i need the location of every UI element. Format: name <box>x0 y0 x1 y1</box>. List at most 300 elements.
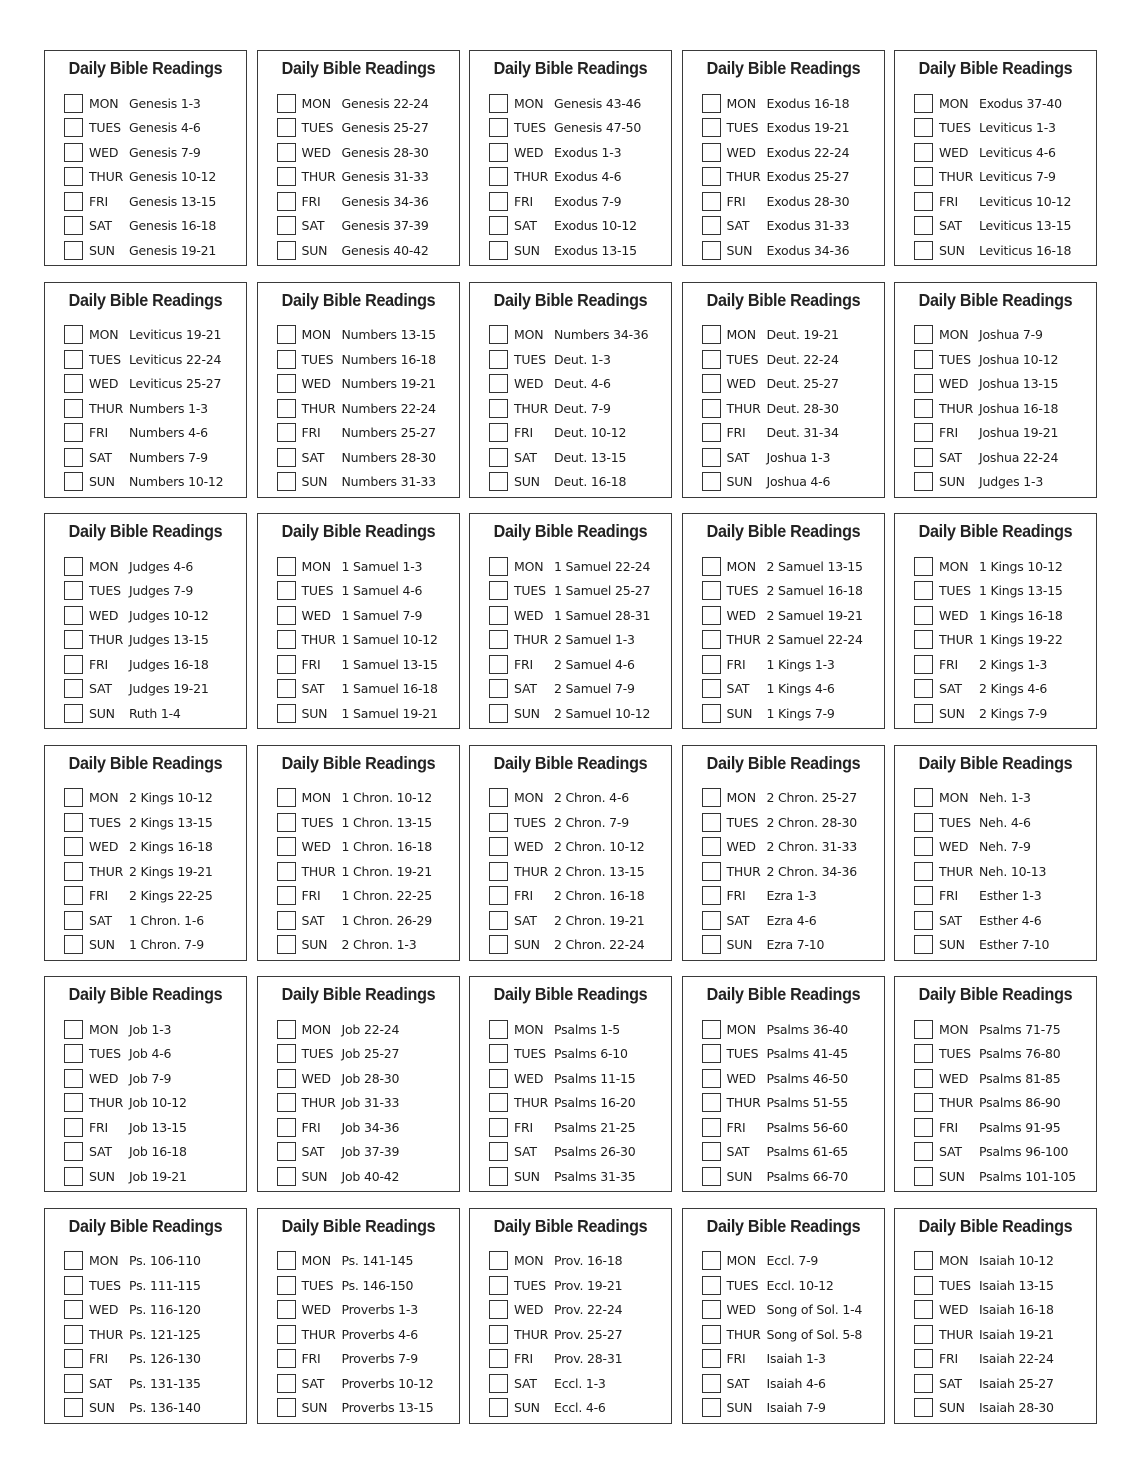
checkbox[interactable] <box>914 94 933 113</box>
checkbox[interactable] <box>914 143 933 162</box>
day-label: SUN <box>89 937 115 953</box>
checkbox[interactable] <box>914 837 933 856</box>
checkbox[interactable] <box>277 704 296 723</box>
checkbox[interactable] <box>277 1118 296 1137</box>
checkbox[interactable] <box>702 557 721 576</box>
checkbox[interactable] <box>277 911 296 930</box>
checkbox[interactable] <box>489 192 508 211</box>
reading-row <box>277 1042 459 1067</box>
checkbox[interactable] <box>64 911 83 930</box>
checkbox[interactable] <box>914 911 933 930</box>
checkbox[interactable] <box>914 216 933 235</box>
checkbox[interactable] <box>489 350 508 369</box>
checkbox[interactable] <box>64 935 83 954</box>
reading-row <box>489 214 671 239</box>
reading-passage: Esther 7-10 <box>979 937 1050 953</box>
checkbox[interactable] <box>277 94 296 113</box>
checkbox[interactable] <box>277 837 296 856</box>
day-label: TUES <box>726 1046 759 1062</box>
checkbox[interactable] <box>702 837 721 856</box>
checkbox[interactable] <box>914 472 933 491</box>
checkbox[interactable] <box>489 557 508 576</box>
checkbox[interactable] <box>489 167 508 186</box>
checkbox[interactable] <box>702 192 721 211</box>
checkbox[interactable] <box>702 216 721 235</box>
checkbox[interactable] <box>277 886 296 905</box>
checkbox[interactable] <box>702 94 721 113</box>
checkbox[interactable] <box>914 1020 933 1039</box>
reading-passage: Isaiah 25-27 <box>979 1375 1054 1391</box>
checkbox[interactable] <box>489 788 508 807</box>
checkbox[interactable] <box>914 399 933 418</box>
checkbox[interactable] <box>702 1069 721 1088</box>
reading-row <box>702 1396 884 1421</box>
checkbox[interactable] <box>702 704 721 723</box>
reading-row <box>489 628 671 653</box>
checkbox[interactable] <box>702 1044 721 1063</box>
checkbox[interactable] <box>489 630 508 649</box>
checkbox[interactable] <box>914 1251 933 1270</box>
checkbox[interactable] <box>64 1276 83 1295</box>
day-label: SUN <box>939 705 965 721</box>
reading-passage: Exodus 7-9 <box>554 193 622 209</box>
checkbox[interactable] <box>702 1142 721 1161</box>
reading-row <box>702 603 884 628</box>
checkbox[interactable] <box>489 448 508 467</box>
reading-passage: Prov. 22-24 <box>554 1302 623 1318</box>
day-label: SUN <box>89 1168 115 1184</box>
checkbox[interactable] <box>277 1142 296 1161</box>
day-label: TUES <box>514 1277 546 1293</box>
day-label: FRI <box>514 888 533 904</box>
checkbox[interactable] <box>702 1398 721 1417</box>
checkbox[interactable] <box>702 911 721 930</box>
day-label: SUN <box>301 1168 328 1184</box>
reading-row <box>64 1140 246 1165</box>
day-label: WED <box>301 607 331 623</box>
checkbox[interactable] <box>64 788 83 807</box>
checkbox[interactable] <box>914 557 933 576</box>
checkbox[interactable] <box>489 472 508 491</box>
reading-row <box>489 786 671 811</box>
checkbox[interactable] <box>702 448 721 467</box>
checkbox[interactable] <box>702 143 721 162</box>
checkbox[interactable] <box>64 1020 83 1039</box>
checkbox[interactable] <box>277 1374 296 1393</box>
checkbox[interactable] <box>489 1093 508 1112</box>
checkbox[interactable] <box>702 167 721 186</box>
checkbox[interactable] <box>702 423 721 442</box>
checkbox[interactable] <box>489 886 508 905</box>
reading-card <box>469 50 672 266</box>
reading-passage: Deut. 19-21 <box>766 327 839 343</box>
checkbox[interactable] <box>277 655 296 674</box>
checkbox[interactable] <box>914 1142 933 1161</box>
checkbox[interactable] <box>64 1093 83 1112</box>
reading-row <box>489 1396 671 1421</box>
day-label: SAT <box>939 1144 962 1160</box>
reading-passage: Eccl. 1-3 <box>554 1375 606 1391</box>
checkbox[interactable] <box>64 1251 83 1270</box>
checkbox[interactable] <box>914 1325 933 1344</box>
reading-passage: Song of Sol. 5-8 <box>766 1326 863 1342</box>
checkbox[interactable] <box>277 630 296 649</box>
checkbox[interactable] <box>914 118 933 137</box>
checkbox[interactable] <box>277 862 296 881</box>
checkbox[interactable] <box>914 423 933 442</box>
checkbox[interactable] <box>489 1167 508 1186</box>
reading-row <box>914 884 1096 909</box>
checkbox[interactable] <box>489 216 508 235</box>
reading-row <box>489 554 671 579</box>
checkbox[interactable] <box>489 1069 508 1088</box>
checkbox[interactable] <box>914 1093 933 1112</box>
reading-row <box>489 1066 671 1091</box>
checkbox[interactable] <box>489 837 508 856</box>
checkbox[interactable] <box>489 1251 508 1270</box>
checkbox[interactable] <box>277 813 296 832</box>
checkbox[interactable] <box>489 911 508 930</box>
checkbox[interactable] <box>702 630 721 649</box>
checkbox[interactable] <box>914 679 933 698</box>
checkbox[interactable] <box>277 216 296 235</box>
checkbox[interactable] <box>64 216 83 235</box>
checkbox[interactable] <box>277 118 296 137</box>
checkbox[interactable] <box>702 118 721 137</box>
checkbox[interactable] <box>702 1118 721 1137</box>
checkbox[interactable] <box>277 1325 296 1344</box>
reading-list <box>683 1241 884 1421</box>
reading-card <box>44 976 247 1192</box>
reading-passage: Deut. 7-9 <box>554 400 611 416</box>
checkbox[interactable] <box>914 886 933 905</box>
checkbox[interactable] <box>64 862 83 881</box>
checkbox[interactable] <box>489 606 508 625</box>
checkbox[interactable] <box>914 1118 933 1137</box>
checkbox[interactable] <box>489 1276 508 1295</box>
checkbox[interactable] <box>64 143 83 162</box>
checkbox[interactable] <box>277 1276 296 1295</box>
reading-passage: Prov. 16-18 <box>554 1253 623 1269</box>
reading-card <box>682 282 885 498</box>
checkbox[interactable] <box>64 423 83 442</box>
reading-row <box>64 91 246 116</box>
day-label: WED <box>726 607 756 623</box>
reading-passage: Genesis 25-27 <box>341 120 429 136</box>
reading-row <box>702 652 884 677</box>
checkbox[interactable] <box>64 399 83 418</box>
checkbox[interactable] <box>914 448 933 467</box>
reading-row <box>64 835 246 860</box>
reading-card <box>894 282 1097 498</box>
reading-row <box>277 933 459 958</box>
checkbox[interactable] <box>489 704 508 723</box>
checkbox[interactable] <box>64 325 83 344</box>
checkbox[interactable] <box>489 399 508 418</box>
checkbox[interactable] <box>64 1167 83 1186</box>
reading-plan-sheet <box>44 50 1097 1424</box>
checkbox[interactable] <box>64 94 83 113</box>
checkbox[interactable] <box>277 679 296 698</box>
checkbox[interactable] <box>702 655 721 674</box>
checkbox[interactable] <box>914 192 933 211</box>
reading-row <box>277 116 459 141</box>
day-label: MON <box>514 1021 544 1037</box>
checkbox[interactable] <box>64 350 83 369</box>
reading-row <box>914 1347 1096 1372</box>
reading-row <box>489 1273 671 1298</box>
checkbox[interactable] <box>914 581 933 600</box>
checkbox[interactable] <box>489 143 508 162</box>
checkbox[interactable] <box>702 1020 721 1039</box>
checkbox[interactable] <box>64 1325 83 1344</box>
checkbox[interactable] <box>914 1044 933 1063</box>
day-label: WED <box>301 1070 331 1086</box>
day-label: TUES <box>726 583 759 599</box>
checkbox[interactable] <box>64 581 83 600</box>
checkbox[interactable] <box>914 241 933 260</box>
checkbox[interactable] <box>489 241 508 260</box>
checkbox[interactable] <box>64 241 83 260</box>
checkbox[interactable] <box>489 118 508 137</box>
reading-row <box>277 372 459 397</box>
reading-row <box>277 1396 459 1421</box>
checkbox[interactable] <box>702 1093 721 1112</box>
day-label: FRI <box>514 193 533 209</box>
checkbox[interactable] <box>702 1374 721 1393</box>
day-label: TUES <box>726 1277 759 1293</box>
checkbox[interactable] <box>914 1167 933 1186</box>
reading-list <box>258 315 459 495</box>
checkbox[interactable] <box>914 704 933 723</box>
checkbox[interactable] <box>914 655 933 674</box>
day-label: SUN <box>301 474 328 490</box>
checkbox[interactable] <box>489 1118 508 1137</box>
checkbox[interactable] <box>277 241 296 260</box>
checkbox[interactable] <box>277 1349 296 1368</box>
checkbox[interactable] <box>277 325 296 344</box>
checkbox[interactable] <box>277 1093 296 1112</box>
checkbox[interactable] <box>489 862 508 881</box>
checkbox[interactable] <box>489 325 508 344</box>
checkbox[interactable] <box>702 325 721 344</box>
checkbox[interactable] <box>277 1251 296 1270</box>
checkbox[interactable] <box>277 788 296 807</box>
checkbox[interactable] <box>702 935 721 954</box>
reading-passage: Ps. 116-120 <box>129 1302 201 1318</box>
checkbox[interactable] <box>64 837 83 856</box>
reading-passage: Genesis 10-12 <box>129 169 217 185</box>
checkbox[interactable] <box>277 1069 296 1088</box>
checkbox[interactable] <box>64 472 83 491</box>
reading-row <box>914 214 1096 239</box>
reading-row <box>914 1371 1096 1396</box>
day-label: SUN <box>89 242 115 258</box>
checkbox[interactable] <box>277 581 296 600</box>
checkbox[interactable] <box>277 1300 296 1319</box>
reading-card <box>682 976 885 1192</box>
day-label: FRI <box>939 656 958 672</box>
checkbox[interactable] <box>64 1349 83 1368</box>
day-label: FRI <box>89 656 108 672</box>
card-title: Daily Bible Readings <box>68 58 223 78</box>
day-label: FRI <box>514 1351 533 1367</box>
checkbox[interactable] <box>489 1325 508 1344</box>
checkbox[interactable] <box>702 1251 721 1270</box>
checkbox[interactable] <box>277 935 296 954</box>
day-label: THUR <box>514 863 549 879</box>
checkbox[interactable] <box>702 788 721 807</box>
checkbox[interactable] <box>64 704 83 723</box>
checkbox[interactable] <box>702 813 721 832</box>
checkbox[interactable] <box>64 1069 83 1088</box>
checkbox[interactable] <box>489 1398 508 1417</box>
card-title: Daily Bible Readings <box>68 984 223 1004</box>
checkbox[interactable] <box>277 606 296 625</box>
checkbox[interactable] <box>64 167 83 186</box>
checkbox[interactable] <box>489 374 508 393</box>
reading-row <box>64 189 246 214</box>
checkbox[interactable] <box>489 1142 508 1161</box>
checkbox[interactable] <box>64 630 83 649</box>
reading-passage: Exodus 19-21 <box>766 120 850 136</box>
checkbox[interactable] <box>64 679 83 698</box>
reading-passage: Song of Sol. 1-4 <box>766 1302 863 1318</box>
day-label: THUR <box>301 863 336 879</box>
checkbox[interactable] <box>702 1349 721 1368</box>
reading-row <box>277 165 459 190</box>
checkbox[interactable] <box>277 1044 296 1063</box>
checkbox[interactable] <box>914 606 933 625</box>
checkbox[interactable] <box>64 655 83 674</box>
checkbox[interactable] <box>277 448 296 467</box>
reading-row <box>914 323 1096 348</box>
reading-row <box>64 372 246 397</box>
checkbox[interactable] <box>277 423 296 442</box>
checkbox[interactable] <box>277 399 296 418</box>
checkbox[interactable] <box>64 1118 83 1137</box>
checkbox[interactable] <box>914 325 933 344</box>
day-label: MON <box>939 95 969 111</box>
checkbox[interactable] <box>702 862 721 881</box>
checkbox[interactable] <box>702 581 721 600</box>
checkbox[interactable] <box>702 472 721 491</box>
reading-card <box>44 745 247 961</box>
checkbox[interactable] <box>914 1069 933 1088</box>
checkbox[interactable] <box>914 788 933 807</box>
checkbox[interactable] <box>914 862 933 881</box>
checkbox[interactable] <box>489 1020 508 1039</box>
checkbox[interactable] <box>702 886 721 905</box>
reading-row <box>702 628 884 653</box>
checkbox[interactable] <box>277 192 296 211</box>
day-label: SAT <box>301 681 325 697</box>
reading-passage: Psalms 51-55 <box>766 1095 849 1111</box>
checkbox[interactable] <box>914 167 933 186</box>
checkbox[interactable] <box>277 1020 296 1039</box>
checkbox[interactable] <box>702 1276 721 1295</box>
checkbox[interactable] <box>702 679 721 698</box>
checkbox[interactable] <box>489 1349 508 1368</box>
card-title: Daily Bible Readings <box>493 752 648 773</box>
checkbox[interactable] <box>277 472 296 491</box>
checkbox[interactable] <box>277 350 296 369</box>
checkbox[interactable] <box>277 1167 296 1186</box>
checkbox[interactable] <box>702 374 721 393</box>
day-label: FRI <box>301 888 321 904</box>
checkbox[interactable] <box>489 1374 508 1393</box>
checkbox[interactable] <box>914 1398 933 1417</box>
checkbox[interactable] <box>489 813 508 832</box>
reading-row <box>914 1322 1096 1347</box>
checkbox[interactable] <box>489 935 508 954</box>
checkbox[interactable] <box>914 630 933 649</box>
checkbox[interactable] <box>64 1142 83 1161</box>
checkbox[interactable] <box>64 606 83 625</box>
checkbox[interactable] <box>914 1374 933 1393</box>
checkbox[interactable] <box>702 1167 721 1186</box>
checkbox[interactable] <box>489 423 508 442</box>
checkbox[interactable] <box>489 581 508 600</box>
reading-passage: Psalms 61-65 <box>766 1144 849 1160</box>
day-label: FRI <box>726 193 746 209</box>
checkbox[interactable] <box>64 557 83 576</box>
checkbox[interactable] <box>702 350 721 369</box>
checkbox[interactable] <box>64 813 83 832</box>
day-label: WED <box>514 1302 544 1318</box>
checkbox[interactable] <box>702 606 721 625</box>
checkbox[interactable] <box>489 1044 508 1063</box>
checkbox[interactable] <box>277 1398 296 1417</box>
checkbox[interactable] <box>64 192 83 211</box>
checkbox[interactable] <box>702 1300 721 1319</box>
checkbox[interactable] <box>489 94 508 113</box>
checkbox[interactable] <box>702 399 721 418</box>
checkbox[interactable] <box>914 813 933 832</box>
checkbox[interactable] <box>702 1325 721 1344</box>
checkbox[interactable] <box>64 118 83 137</box>
checkbox[interactable] <box>914 350 933 369</box>
checkbox[interactable] <box>64 1398 83 1417</box>
checkbox[interactable] <box>277 557 296 576</box>
checkbox[interactable] <box>914 1349 933 1368</box>
checkbox[interactable] <box>489 1300 508 1319</box>
checkbox[interactable] <box>64 374 83 393</box>
reading-row <box>64 1298 246 1323</box>
checkbox[interactable] <box>914 374 933 393</box>
checkbox[interactable] <box>489 655 508 674</box>
checkbox[interactable] <box>64 1374 83 1393</box>
checkbox[interactable] <box>277 167 296 186</box>
checkbox[interactable] <box>914 935 933 954</box>
reading-passage: Prov. 25-27 <box>554 1326 623 1342</box>
reading-list <box>895 1009 1096 1189</box>
checkbox[interactable] <box>702 241 721 260</box>
checkbox[interactable] <box>277 143 296 162</box>
checkbox[interactable] <box>64 1044 83 1063</box>
reading-passage: Job 31-33 <box>341 1095 400 1111</box>
checkbox[interactable] <box>914 1276 933 1295</box>
checkbox[interactable] <box>64 1300 83 1319</box>
reading-row <box>64 579 246 604</box>
checkbox[interactable] <box>277 374 296 393</box>
day-label: MON <box>726 1253 756 1269</box>
checkbox[interactable] <box>64 448 83 467</box>
checkbox[interactable] <box>914 1300 933 1319</box>
checkbox[interactable] <box>489 679 508 698</box>
reading-row <box>914 1017 1096 1042</box>
checkbox[interactable] <box>64 886 83 905</box>
